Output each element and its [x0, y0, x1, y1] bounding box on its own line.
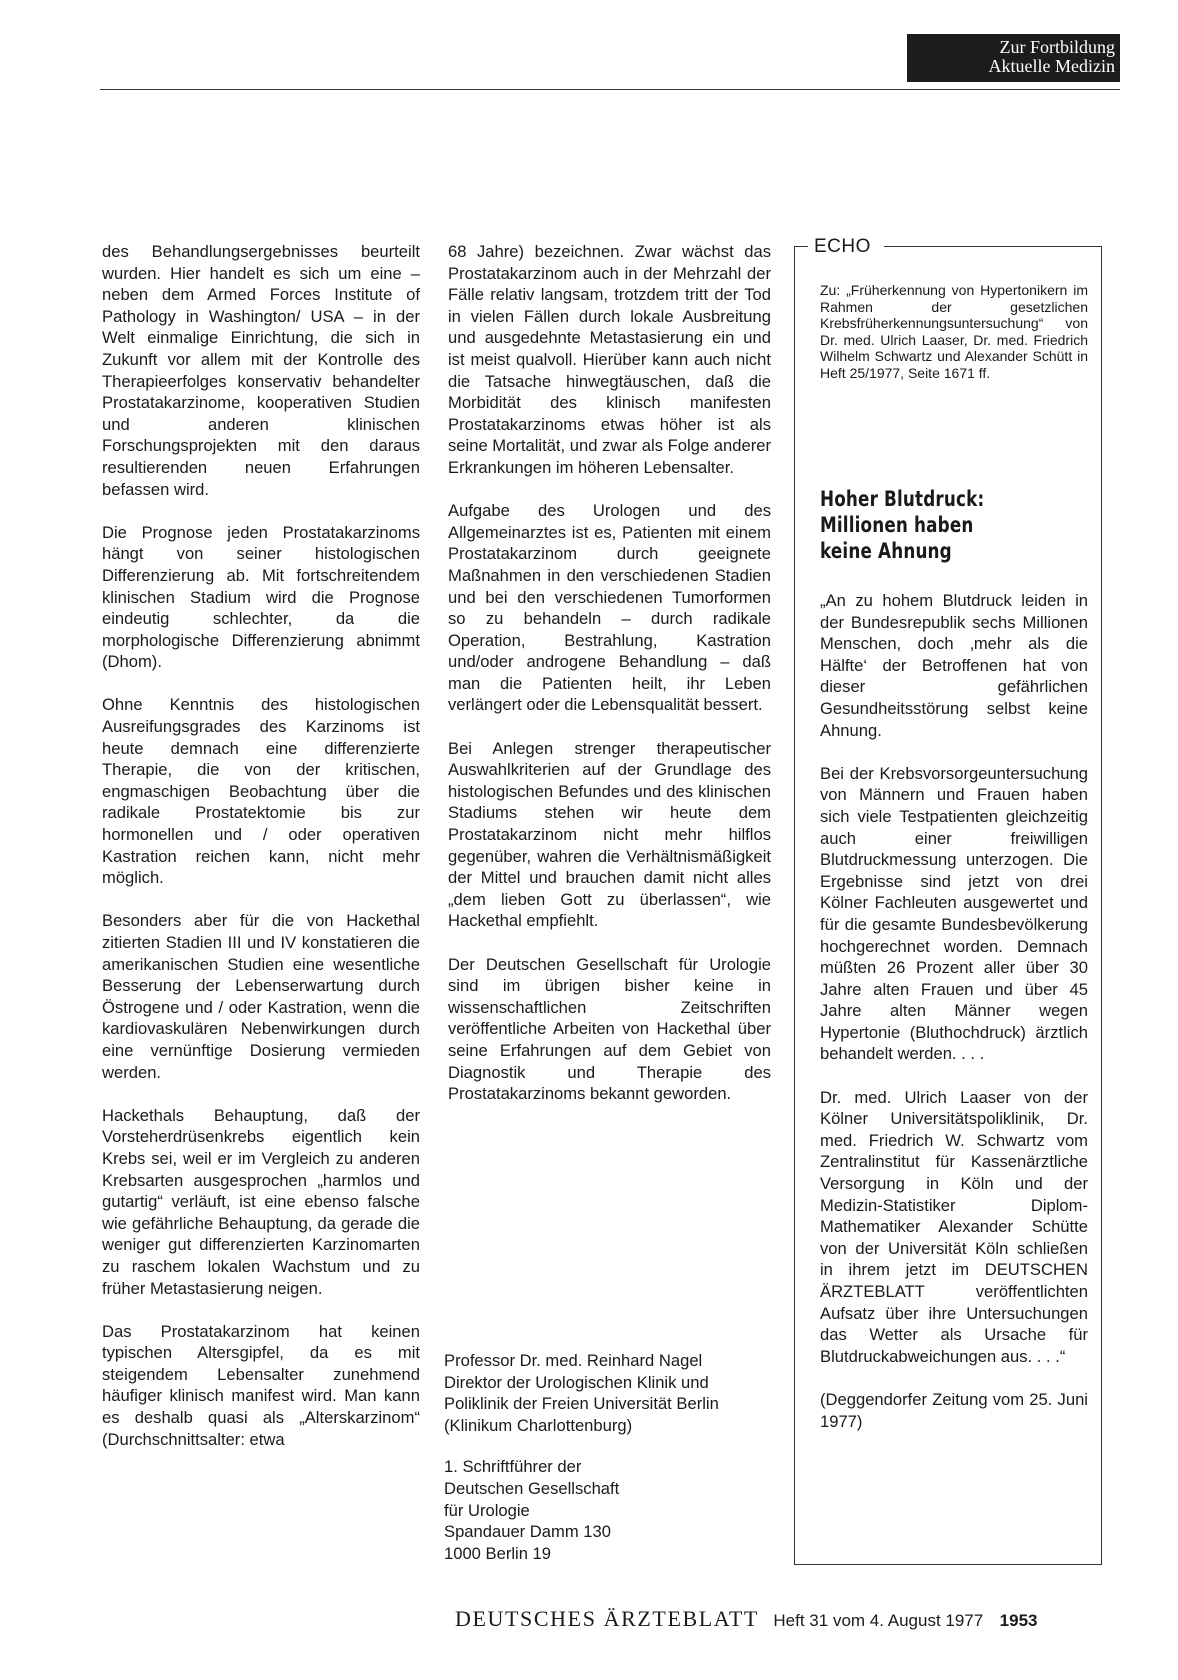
echo-label: ECHO [814, 236, 871, 257]
paragraph: Aufgabe des Urologen und des Allgemeinarztes ist es, Patienten mit einem Prostatakarzinom durch geeignete Maßnahmen in den verschiedenen Stadien und bei den verschiedenen Tumorformen so zu behandeln – durch radikale Operation, Bestrahlung, Kastration und/oder androgene Behandlung – daß man die Patienten heilt, ihr Leben verlängert oder die Lebensqualität bessert. [448, 501, 771, 715]
echo-headline-line: Hoher Blutdruck: [820, 487, 985, 511]
echo-headline-line: Millionen haben [820, 513, 974, 537]
paragraph: 68 Jahre) bezeichnen. Zwar wächst das Prostatakarzinom auch in der Mehrzahl der Fälle relativ langsam, trotzdem tritt der Tod in vielen Fällen durch lokale Ausbreitung und ausgedehnte Metastasierung ein und ist meist qualvoll. Hierüber kann auch nicht die Tatsache hinwegtäuschen, daß die Morbidität des klinisch manifesten Prostatakarzinoms etwas höher ist als seine Mortalität, und zwar als Folge anderer Erkrankungen im höheren Lebensalter. [448, 242, 771, 477]
page-number: 1953 [999, 1611, 1038, 1630]
page-footer [455, 1606, 1120, 1632]
paragraph: Ohne Kenntnis des histologischen Ausreifungsgrades des Karzinoms ist heute demnach eine differenzierte Therapie, die von der kritischen, engmaschigen Beobachtung über die radikale Prostatektomie bis zur hormonellen und / oder operativen Kastration reichen kann, nicht mehr möglich. [102, 695, 420, 888]
paragraph: Hackethals Behauptung, daß der Vorsteherdrüsenkrebs eigentlich kein Krebs sei, weil er im Vergleich zu anderen Krebsarten ausgesprochen „harmlos und gutartig“ verläuft, ist eine ebenso falsche wie gefährliche Behauptung, da gerade die weniger gut differenzierten Karzinomarten zu raschem lokalen Wachstum und zu früher Metastasierung neigen. [102, 1105, 420, 1298]
paragraph: Der Deutschen Gesellschaft für Urologie sind im übrigen bisher keine in wissenschaftlichen Zeitschriften veröffentliche Arbeiten von Hackethal über seine Erfahrungen auf dem Gebiet von Diagnostik und Therapie des Prostatakarzinoms bekannt geworden. [448, 954, 771, 1104]
journal-name: DEUTSCHES ÄRZTEBLATT [455, 1606, 759, 1631]
paragraph: Bei der Krebsvorsorgeuntersuchung von Männern und Frauen haben sich viele Testpatienten gleichzeitig auch einer freiwilligen Blutdruckmessung unterzogen. Die Ergebnisse sind jetzt von drei Kölner Fachleuten ausgewertet und für die gesamte Bundesbevölkerung hochgerechnet worden. Demnach müßten 26 Prozent aller über 30 Jahre alten Frauen und über 45 Jahre alten Männer wegen Hypertonie (Bluthochdruck) ärztlich behandelt werden. . . . [820, 763, 1088, 1064]
address-line: 1000 Berlin 19 [444, 1543, 552, 1563]
address-line: 1. Schriftführer der [444, 1457, 582, 1477]
paragraph: „An zu hohem Blutdruck leiden in der Bundesrepublik sechs Millionen Menschen, doch ‚mehr als die Hälfte‘ der Betroffenen hat von dieser gefährlichen Gesundheitsstörung selbst keine Ahnung. [820, 591, 1088, 740]
section-badge [907, 34, 1120, 82]
echo-source: (Deggendorfer Zeitung vom 25. Juni 1977) [820, 1389, 1088, 1431]
echo-body [820, 590, 1088, 1454]
address-line: Deutschen Gesellschaft [444, 1478, 620, 1498]
echo-headline-line: keine Ahnung [820, 539, 952, 563]
paragraph: Dr. med. Ulrich Laaser von der Kölner Universitätspoliklinik, Dr. med. Friedrich W. Schwartz vom Zentralinstitut für Kassenärztliche Versorgung in Köln und der Medizin-Statistiker Diplom-Mathematiker Alexander Schütte von der Universität Köln schließen in ihrem jetzt im DEUTSCHEN ÄRZTEBLATT veröffentlichten Aufsatz über ihre Untersuchungen das Wetter als Ursache für Blutdruckabweichungen aus. . . .“ [820, 1087, 1088, 1366]
header-rule [100, 89, 1120, 90]
paragraph: Bei Anlegen strenger therapeutischer Auswahlkriterien auf der Grundlage des histologischen Befundes und des klinischen Stadiums stehen wir heute dem Prostatakarzinom nicht mehr hilflos gegenüber, wahren die Verhältnismäßigkeit der Mittel und brauchen damit nicht alles „dem lieben Gott zu überlassen“, wie Hackethal empfiehlt. [448, 738, 771, 931]
author-address [444, 1350, 774, 1584]
issue-info: Heft 31 vom 4. August 1977 [773, 1611, 984, 1630]
echo-box-top-rule [794, 246, 808, 247]
address-line: für Urologie [444, 1500, 530, 1520]
author-role: Direktor der Urologischen Klinik und Poliklinik der Freien Universität Berlin (Klinikum Charlottenburg) [444, 1372, 719, 1435]
section-label-fortbildung: Zur Fortbildung [999, 37, 1115, 57]
echo-reference: Zu: „Früherkennung von Hypertonikern im Rahmen der gesetzlichen Krebsfrüherkennungsuntersuchung“ von Dr. med. Ulrich Laaser, Dr. med. Friedrich Wilhelm Schwartz und Alexander Schütt in Heft 25/1977, Seite 1671 ff. [820, 282, 1088, 381]
echo-headline [820, 486, 1020, 564]
author-name: Professor Dr. med. Reinhard Nagel [444, 1351, 703, 1370]
article-column-2 [448, 241, 771, 1126]
paragraph: Die Prognose jeden Prostatakarzinoms hängt von seiner histologischen Differenzierung ab. Mit fortschreitendem klinischen Stadium wird die Prognose eindeutig schlechter, da die morphologische Differenzierung abnimmt (Dhom). [102, 522, 420, 672]
address-line: Spandauer Damm 130 [444, 1522, 611, 1542]
paragraph: des Behandlungsergebnisses beurteilt wurden. Hier handelt es sich um eine – neben dem Armed Forces Institute of Pathology in Washington/ USA – in der Welt einmalige Einrichtung, die sich in Zukunft vor allem mit der Kontrolle des Therapieerfolges konservativ behandelter Prostatakarzinome, kooperativen Studien und anderen klinischen Forschungsprojekten mit den daraus resultierenden neuen Erfahrungen befassen wird. [102, 242, 420, 499]
echo-box-top-rule [884, 246, 1101, 247]
paragraph: Das Prostatakarzinom hat keinen typischen Altersgipfel, da es mit steigendem Lebensalter zunehmend häufiger klinisch manifest wird. Man kann es deshalb quasi als „Alterskarzinom“ (Durchschnittsalter: etwa [102, 1321, 420, 1449]
section-label-aktuelle-medizin: Aktuelle Medizin [988, 56, 1115, 76]
paragraph: Besonders aber für die von Hackethal zitierten Stadien III und IV konstatieren die amerikanischen Studien eine wesentliche Besserung der Lebenserwartung durch Östrogene und / oder Kastration, wenn die kardiovaskulären Nebenwirkungen durch eine vernünftige Dosierung vermieden werden. [102, 911, 420, 1082]
article-column-1 [102, 241, 420, 1472]
